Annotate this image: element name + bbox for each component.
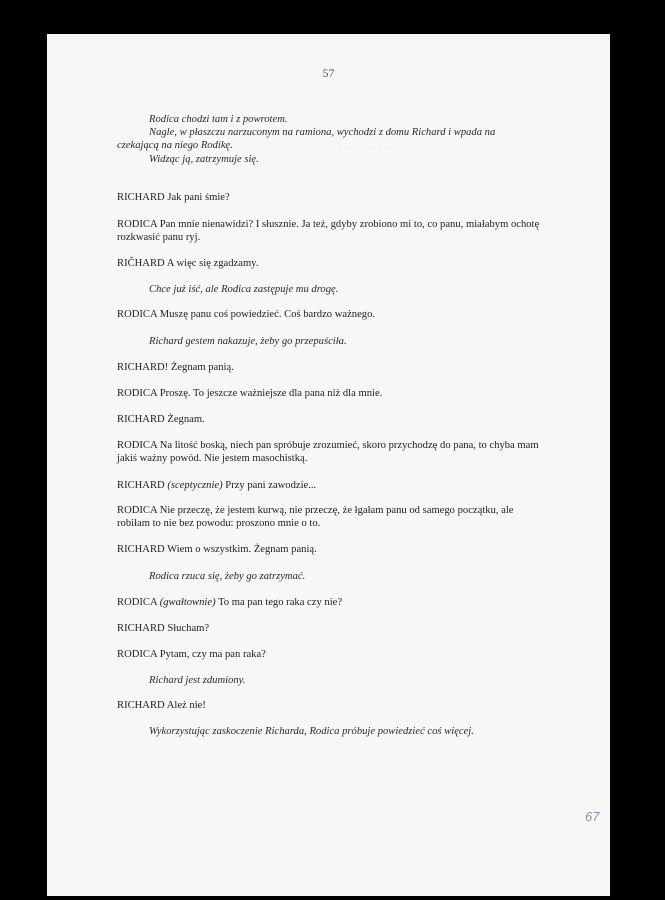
speech-text: Nie przeczę, że jestem kurwą, nie przeczę, że łgałam panu od samego początku, ale robiłam to nie bez powodu: proszono mnie o to. [117, 505, 514, 529]
stage-direction: czekającą na niego Rodikę. [117, 140, 233, 151]
speech-text: Pan mnie nienawidzi? I słusznie. Ja też, gdyby zrobiono mi to, co panu, miałabym ochotę rozkwasić panu ryj. [117, 219, 540, 243]
dialogue-line [117, 218, 547, 244]
speaker-name: RICHARD [117, 414, 165, 425]
dialogue-line [117, 387, 382, 400]
stage-direction: Nagle, w płaszczu narzuconym na ramiona, wychodzi z domu Richard i wpada na [149, 127, 496, 138]
speech-text: Na litość boską, niech pan spróbuje zrozumieć, skoro przychodzę do pana, to chyba mam jakiś ważny powód. Nie jestem masochistką. [117, 440, 539, 464]
dialogue-line [117, 308, 375, 321]
speaker-name: RICHARD [117, 623, 165, 634]
dialogue-line [117, 596, 342, 609]
dialogue-line [117, 413, 205, 426]
speech-text: Żegnam. [167, 414, 205, 425]
speaker-name: RODICA [117, 219, 158, 230]
speech-text: Przy pani zawodzie... [225, 480, 317, 491]
speech-text: Ależ nie! [166, 700, 206, 711]
stage-direction: Widząc ją, zatrzymuje się. [149, 154, 259, 165]
speech-text: Słucham? [167, 623, 210, 634]
dialogue-line [117, 699, 206, 712]
speaker-name: RODICA [117, 388, 158, 399]
speech-text: Wiem o wszystkim. Żegnam panią. [167, 544, 317, 555]
speech-text: To ma pan tego raka czy nie? [218, 597, 343, 608]
speech-text: Muszę panu coś powiedzieć. Coś bardzo ważnego. [159, 309, 376, 320]
speaker-name: RICHARD [117, 480, 165, 491]
speaker-name: RODICA [117, 440, 158, 451]
dialogue-line [117, 439, 547, 465]
dialogue-line [117, 648, 266, 661]
speaker-name: RODICA [117, 309, 158, 320]
handwritten-page-number: 67 [585, 809, 600, 824]
speech-text: Proszę. To jeszcze ważniejsze dla pana niż dla mnie. [159, 388, 383, 399]
stage-direction: Rodica rzuca się, żeby go zatrzymać. [149, 571, 306, 582]
parenthetical: (sceptycznie) [167, 480, 223, 491]
speaker-name: RODICA [117, 505, 158, 516]
speaker-name: RICHARD [117, 192, 165, 203]
stage-direction: Richard jest zdumiony. [149, 675, 246, 686]
speaker-name: RICHARD [117, 544, 165, 555]
bleed-through-text: . . . . . . . . . . . . . [339, 141, 402, 151]
dialogue-line [117, 504, 547, 530]
page-number: 57 [322, 66, 335, 80]
dialogue-line [117, 361, 234, 374]
stage-direction: Wykorzystując zaskoczenie Richarda, Rodica próbuje powiedzieć coś więcej. [149, 726, 474, 737]
stage-direction: Chce już iść, ale Rodica zastępuje mu drogę. [149, 284, 339, 295]
parenthetical: (gwałtownie) [159, 597, 216, 608]
speech-text: Jak pani śmie? [167, 192, 230, 203]
dialogue-line [117, 257, 258, 270]
speaker-name: RODICA [117, 649, 158, 660]
speaker-name: RICHARD! [117, 362, 169, 373]
script-page [47, 34, 610, 896]
stage-direction: Rodica chodzi tam i z powrotem. [149, 114, 288, 125]
dialogue-line [117, 622, 209, 635]
speaker-name: RIČHARD [117, 258, 165, 269]
speaker-name: RODICA [117, 597, 158, 608]
dialogue-line [117, 479, 316, 492]
dialogue-line [117, 191, 230, 204]
stage-direction: Richard gestem nakazuje, żeby go przepuściła. [149, 336, 347, 347]
speaker-name: RICHARD [117, 700, 165, 711]
speech-text: Pytam, czy ma pan raka? [159, 649, 266, 660]
speech-text: Żegnam panią. [170, 362, 234, 373]
dialogue-line [117, 543, 317, 556]
speech-text: A więc się zgadzamy. [166, 258, 259, 269]
